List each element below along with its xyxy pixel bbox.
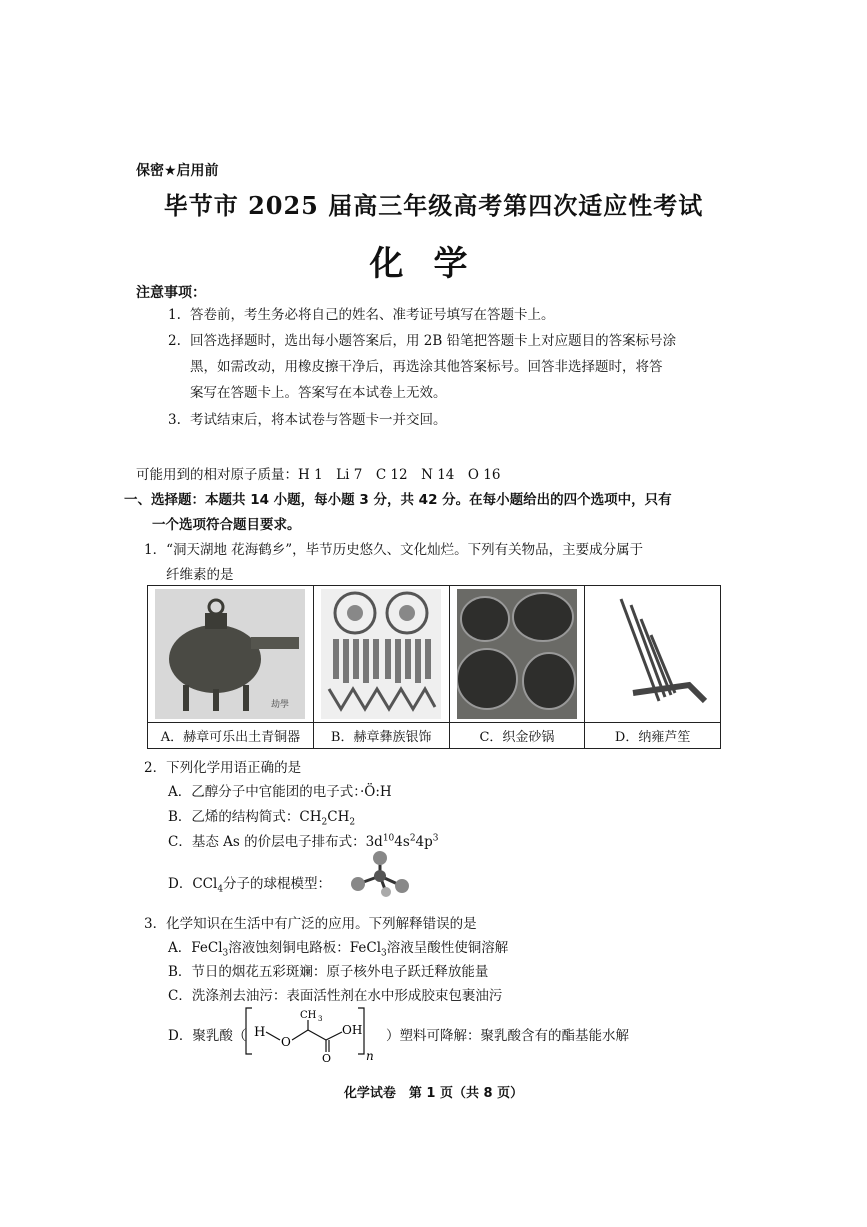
q2-option-d: D．CCl$_4$分子的球棍模型： [168, 876, 332, 895]
confidential-mark: 保密★启用前 [136, 163, 219, 179]
photo-watermark: 劫學 [271, 700, 290, 710]
subject-title: 化学 [369, 244, 498, 284]
clay-pots-icon [457, 589, 577, 719]
svg-text:3: 3 [318, 1015, 323, 1023]
q2-option-b: B．乙烯的结构简式：$CH_2CH_2$ [168, 809, 356, 828]
q1-option-d: D．纳雍芦笙 [585, 723, 721, 749]
q1-photo-d [585, 586, 721, 723]
q3-option-c: C．洗涤剂去油污：表面活性剂在水中形成胶束包裹油污 [168, 988, 503, 1004]
electron-formula: ·Ö:H [360, 784, 392, 800]
notice-item-3: 3. 考试结束后，将本试卷与答题卡一并交回。 [168, 412, 447, 428]
q3-option-d-post: ）塑料可降解：聚乳酸含有的酯基能水解 [386, 1028, 629, 1044]
q3-stem: 3．化学知识在生活中有广泛的应用。下列解释错误的是 [144, 916, 477, 932]
silver-ornament-icon [321, 589, 441, 719]
q1-option-b: B．赫章彝族银饰 [313, 723, 449, 749]
svg-text:O: O [322, 1052, 332, 1064]
q3-option-b: B．节日的烟花五彩斑斓：原子核外电子跃迁释放能量 [168, 964, 489, 980]
exam-title: 毕节市 2025 届高三年级高考第四次适应性考试 [163, 191, 704, 220]
svg-text:OH: OH [342, 1023, 363, 1037]
q3-option-d-pre: D．聚乳酸（ [168, 1028, 247, 1044]
notice-item-2: 2. 回答选择题时，选出每小题答案后，用 2B 铅笔把答题卡上对应题目的答案标号涂 黑，如需改动，用橡皮擦干净后，再选涂其他答案标号。回答非选择题时，将答 案写在答题卡上。答案写在本试卷上无效。 [168, 333, 677, 401]
atomic-masses: 可能用到的相对原子质量：H 1 Li 7 C 12 N 14 O 16 [136, 467, 501, 483]
polylactic-acid-structure [242, 1004, 380, 1064]
section1-heading: 一、选择题：本题共 14 小题，每小题 3 分，共 42 分。在每小题给出的四个选项中，只有 [124, 492, 672, 508]
bronze-vessel-icon [155, 589, 305, 719]
svg-text:CH: CH [300, 1010, 317, 1021]
q1-options-table [147, 585, 721, 749]
svg-text:H: H [254, 1025, 266, 1040]
q1-photo-c [449, 586, 585, 723]
notice-item-1: 1. 答卷前，考生务必将自己的姓名、准考证号填写在答题卡上。 [168, 307, 555, 323]
q2-stem: 2．下列化学用语正确的是 [144, 760, 302, 776]
q1-photo-a [148, 586, 314, 723]
q2-option-c: C．基态 As 的价层电子排布式：$3d^{10}4s^24p^3$ [168, 833, 439, 850]
lusheng-pipes-icon [593, 589, 713, 719]
q1-photo-b [313, 586, 449, 723]
svg-text:O: O [281, 1035, 291, 1049]
q2-option-a: A．乙醇分子中官能团的电子式：·Ö:H [168, 784, 392, 800]
q1-stem: 1．“洞天湖地 花海鹤乡”，毕节历史悠久、文化灿烂。下列有关物品，主要成分属于 [144, 542, 644, 558]
q1-option-c: C．织金砂锅 [449, 723, 585, 749]
page-footer: 化学试卷 第 1 页（共 8 页） [343, 1086, 524, 1101]
svg-text:n: n [366, 1049, 374, 1063]
notice-title: 注意事项： [136, 285, 206, 301]
q1-option-a: A．赫章可乐出土青铜器 [148, 723, 314, 749]
q1-stem-cont: 纤维素的是 [166, 567, 234, 583]
ball-stick-model-icon [346, 850, 412, 898]
q3-option-a: A．FeCl$_3$溶液蚀刻铜电路板：FeCl$_3$溶液呈酸性使铜溶解 [168, 940, 509, 959]
section1-heading-cont: 一个选项符合题目要求。 [152, 517, 301, 533]
